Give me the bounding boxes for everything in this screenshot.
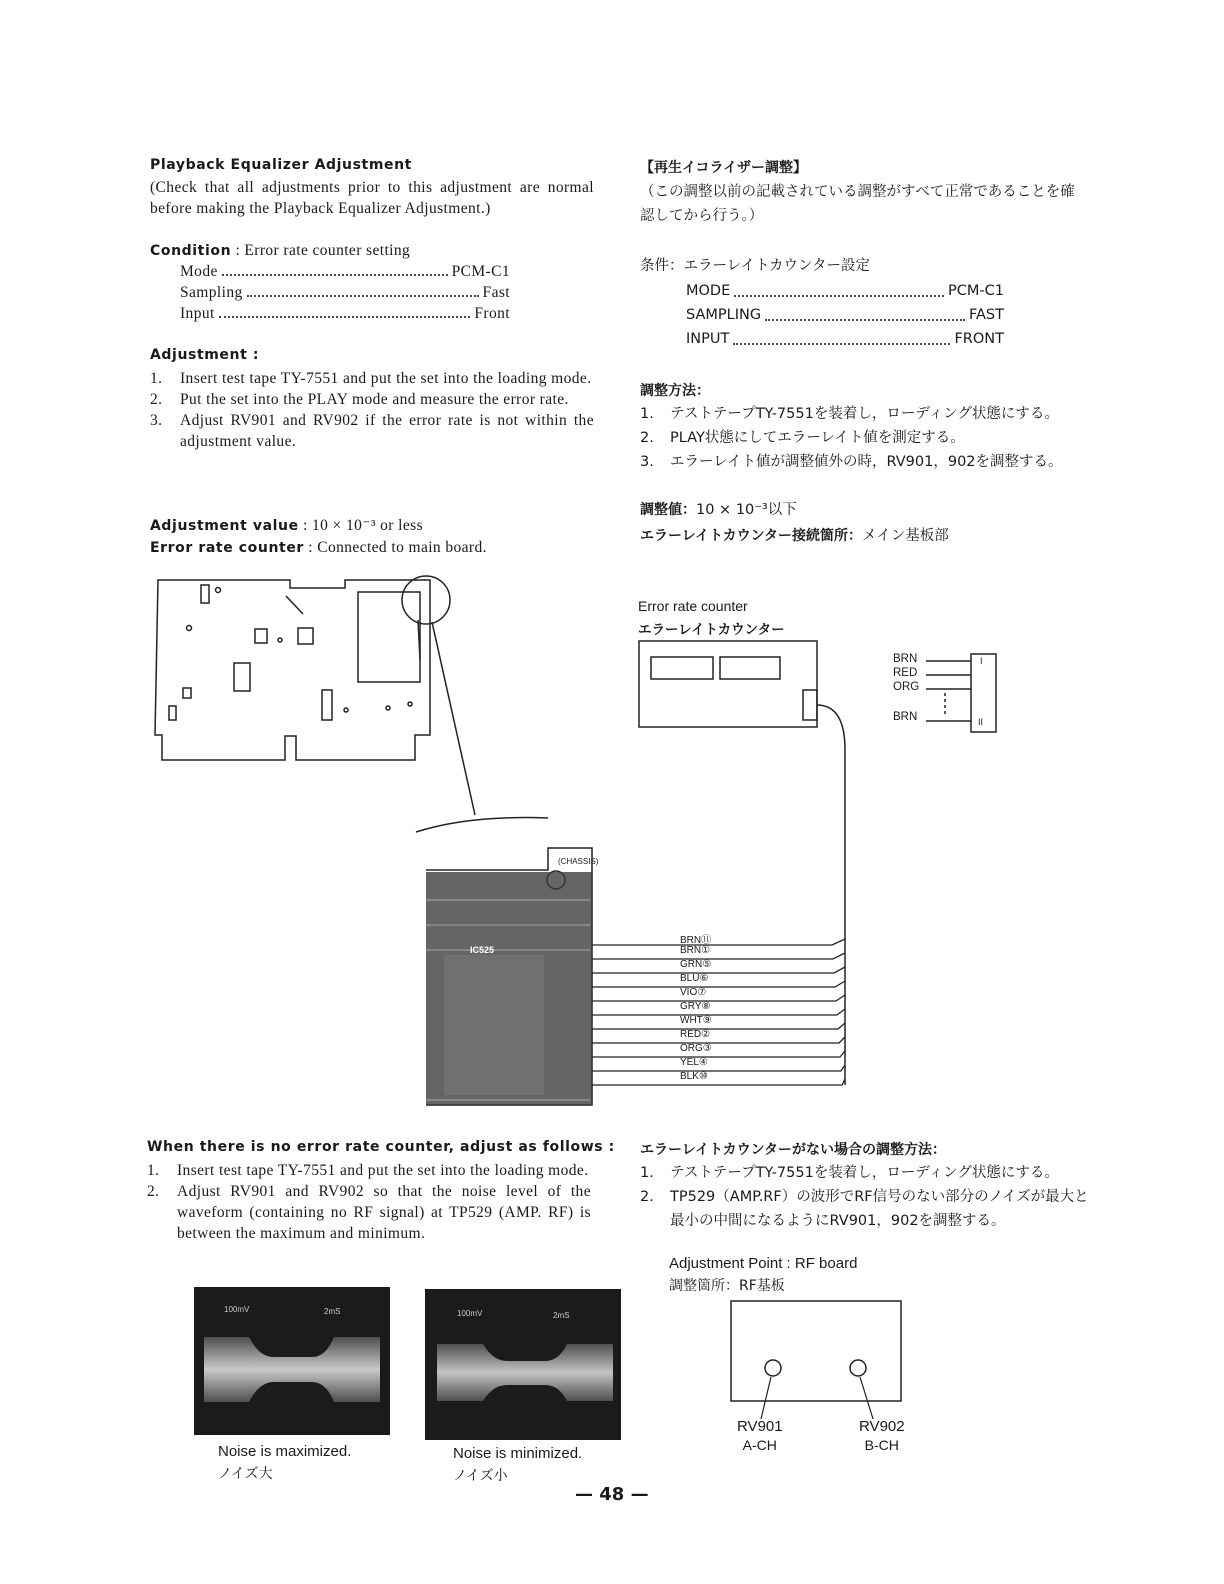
wire-label: BLK⑩	[680, 1071, 708, 1082]
scope-scale-time: 2mS	[553, 1311, 570, 1320]
oscilloscope-photo-min	[425, 1289, 621, 1440]
value-text: : 10 × 10⁻³ or less	[302, 517, 423, 534]
adjustment-value-jp: 調整値：10 × 10⁻³以下	[640, 502, 797, 518]
wire-line	[592, 981, 845, 987]
wire-label: YEL④	[680, 1057, 708, 1068]
wire-label: GRN⑤	[680, 959, 712, 970]
rv902-label: RV902 B-CH	[859, 1418, 905, 1453]
photo-caption-min: Noise is minimized. ノイズ小	[453, 1445, 583, 1484]
counter-text: : Connected to main board.	[308, 539, 487, 556]
error-rate-counter-box	[639, 641, 817, 727]
list-item: 1. Insert test tape TY-7551 and put the set into the loading mode.	[147, 1162, 589, 1179]
pin-ii: II	[978, 717, 984, 727]
rv902-trimmer	[850, 1360, 866, 1376]
wire-line	[592, 939, 845, 945]
list-item: 2. TP529（AMP.RF）の波形でRF信号のない部分のノイズが最大と最小の中間になるようにRV901，902を調整する。	[640, 1189, 1089, 1229]
no-counter-title-en: When there is no error rate counter, adjust as follows :	[147, 1139, 615, 1155]
intro-en: (Check that all adjustments prior to this adjustment are normal before making the Playback Equalizer Adjustment.)	[150, 179, 594, 217]
connector-labels	[893, 652, 919, 724]
setting-row: SAMPLING FAST	[686, 303, 1004, 327]
photo-caption-max: Noise is maximized. ノイズ大	[218, 1443, 352, 1482]
condition-jp: 条件：エラーレイトカウンター設定	[640, 258, 870, 274]
scope-scale-volts: 100mV	[457, 1309, 483, 1318]
list-item: 2. Adjust RV901 and RV902 so that the noise level of the waveform (containing no RF signal) at TP529 (AMP. RF) is between the maximum and minimum.	[147, 1183, 591, 1242]
intro-jp: （この調整以前の記載されている調整がすべて正常であることを確認してから行う。）	[640, 184, 1075, 224]
main-board-outline	[155, 580, 430, 760]
list-item: 1. Insert test tape TY-7551 and put the set into the loading mode.	[150, 370, 592, 387]
counter-label: Error rate counter	[150, 540, 304, 556]
wire-label: BRN	[893, 653, 918, 665]
list-item: 3. Adjust RV901 and RV902 if the error rate is not within the adjustment value.	[150, 412, 594, 450]
wire-label: WHT⑨	[680, 1015, 712, 1026]
wire-label: VIO⑦	[680, 987, 707, 998]
wire-label: ORG	[893, 681, 920, 693]
rv901-trimmer	[765, 1360, 781, 1376]
list-item: 3. エラーレイト値が調整値外の時，RV901，902を調整する。	[640, 454, 1063, 470]
pin-i: I	[980, 656, 983, 666]
adjustment-label-jp: 調整方法：	[640, 383, 710, 399]
magnifier-circle	[402, 576, 450, 624]
no-counter-title-jp: エラーレイトカウンターがない場合の調整方法：	[640, 1142, 947, 1158]
list-item: 1. テストテープTY-7551を装着し，ローディング状態にする。	[640, 1165, 1059, 1181]
wire-line	[592, 1051, 845, 1057]
wire-label: RED②	[680, 1029, 711, 1040]
scope-scale-volts: 100mV	[224, 1305, 250, 1314]
adjustment-label-en: Adjustment :	[150, 347, 260, 363]
chassis-label: (CHASSIS)	[558, 857, 599, 866]
wire-line	[592, 967, 845, 973]
condition-label: Condition	[150, 243, 232, 259]
section-title-en: Playback Equalizer Adjustment	[150, 157, 412, 173]
wire-line	[592, 953, 845, 959]
no-counter-steps-en	[147, 1160, 591, 1244]
rv901-label: RV901 A-CH	[737, 1418, 783, 1453]
wire-label: GRY⑧	[680, 1001, 711, 1012]
wire-line	[592, 1023, 845, 1029]
setting-row: Input Front	[180, 305, 510, 322]
oscilloscope-photo-max	[194, 1287, 390, 1435]
board-module	[358, 592, 420, 682]
value-label: Adjustment value	[150, 518, 299, 534]
list-item: 1. テストテープTY-7551を装着し，ローディング状態にする。	[640, 406, 1059, 422]
setting-row: Sampling Fast	[180, 284, 510, 301]
setting-row: MODE PCM-C1	[686, 279, 1004, 303]
wire-label: BRN①	[680, 945, 711, 956]
connector	[971, 654, 996, 732]
wire-line	[592, 1079, 845, 1085]
wire-label: RED	[893, 667, 918, 679]
wire-label: BRN⑪	[680, 935, 712, 946]
list-item: 2. Put the set into the PLAY mode and measure the error rate.	[150, 391, 569, 408]
wire-line	[592, 1009, 845, 1015]
wire-label: ORG③	[680, 1043, 712, 1054]
wire-label: BLU⑥	[680, 973, 709, 984]
counter-connection-jp: エラーレイトカウンター接続箇所：メイン基板部	[640, 528, 949, 544]
adjustment-point-en: Adjustment Point : RF board	[669, 1255, 858, 1272]
scope-scale-time: 2mS	[324, 1307, 341, 1316]
condition-text: : Error rate counter setting	[235, 242, 411, 259]
rf-board-diagram	[725, 1295, 910, 1420]
no-counter-steps-jp	[640, 1161, 1090, 1233]
adjustment-point-jp: 調整箇所：RF基板	[669, 1278, 785, 1294]
setting-row: Mode PCM-C1	[180, 263, 510, 280]
wire-line	[592, 995, 845, 1001]
wire-label: BRN	[893, 711, 918, 723]
setting-row: INPUT FRONT	[686, 327, 1004, 351]
list-item: 2. PLAY状態にしてエラーレイト値を測定する。	[640, 430, 965, 446]
ic-label: IC525	[470, 945, 495, 955]
wire-line	[592, 1037, 845, 1043]
counter-label-jp: エラーレイトカウンター	[638, 622, 785, 638]
section-title-jp: 【再生イコライザー調整】	[640, 160, 808, 176]
wire-line	[592, 1065, 845, 1071]
counter-label-en: Error rate counter	[638, 598, 748, 614]
page-number: — 48 —	[575, 1484, 649, 1505]
